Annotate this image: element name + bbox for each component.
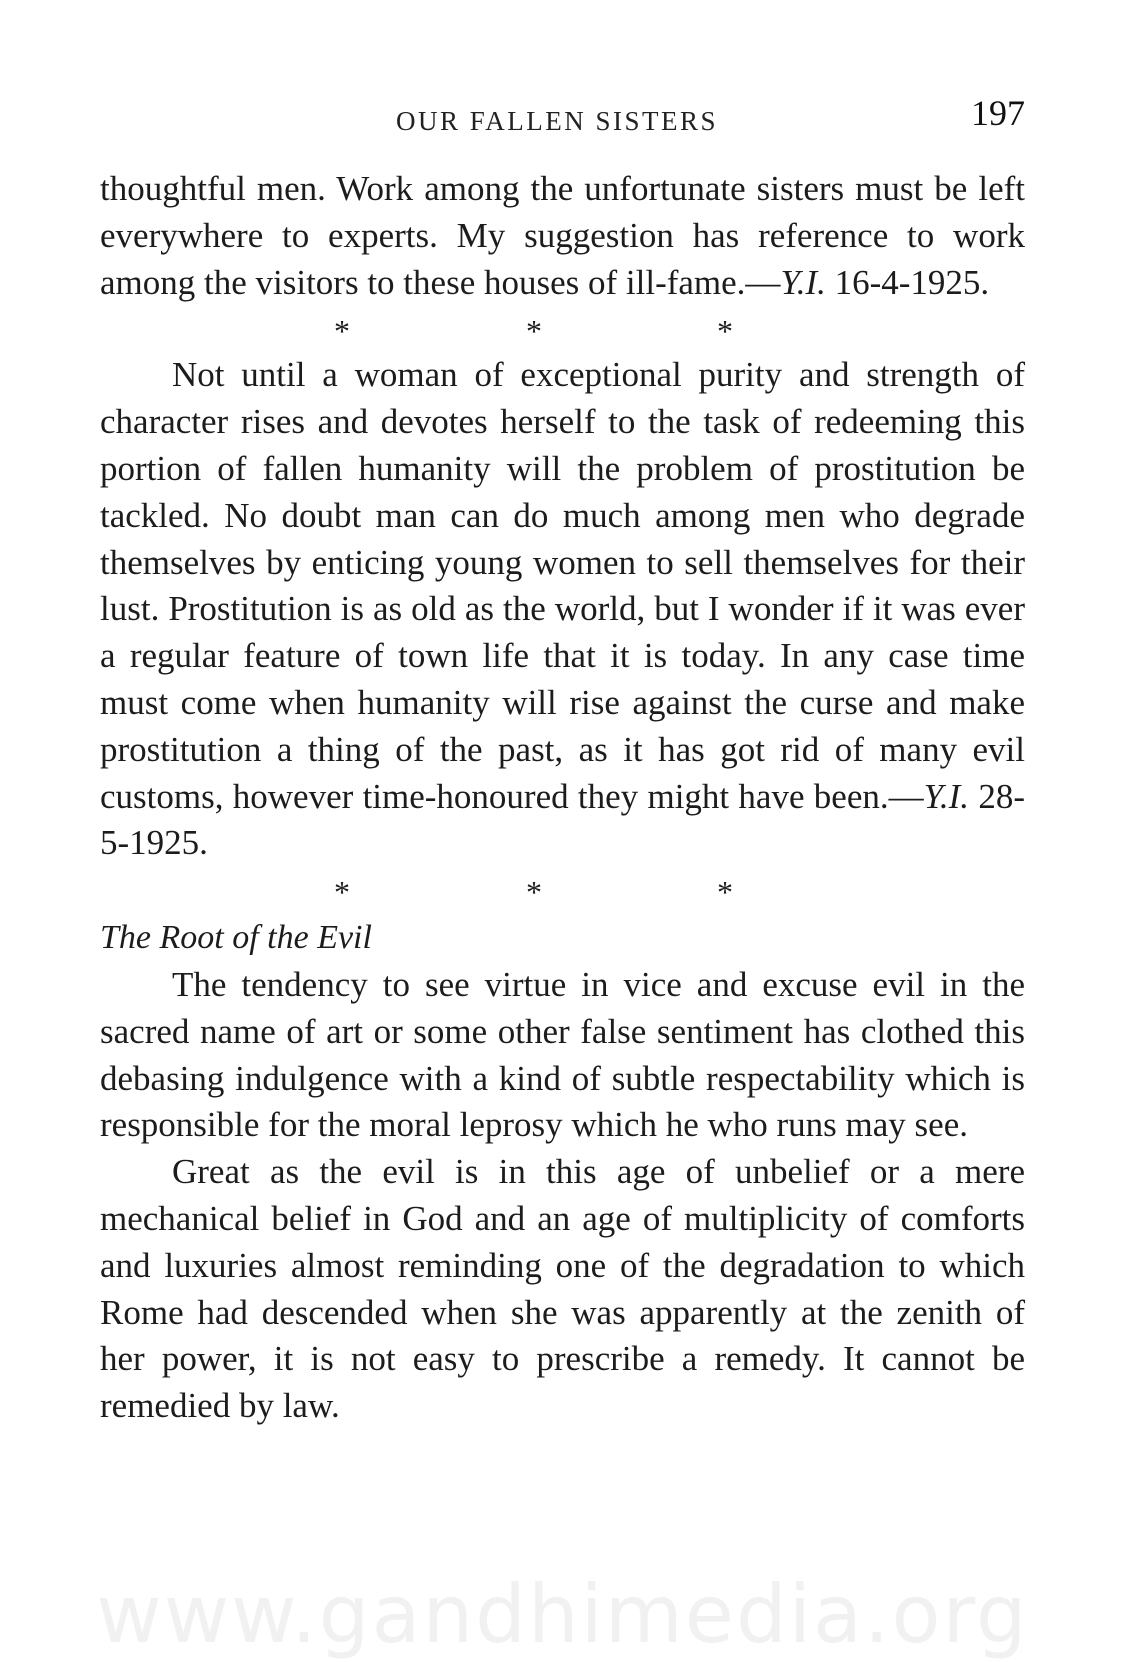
- running-head: OUR FALLEN SISTERS: [396, 106, 719, 136]
- paragraph-text: Not until a woman of exceptional purity and strength of character rises and devotes herself to the task of redeeming this portion of fallen humanity will the problem of prostitution be tackled. No doubt man can do much among men who degrade themselves by enticing young women to sell themselves for their lust. Prostitution is as old as the world, but I wonder if it was ever a regular feature of town life that it is today. In any case time must come when humanity will rise against the curse and make prostitution a thing of the past, as it has got rid of many evil customs, however time-honoured they might have been.—: [100, 355, 1025, 816]
- asterisk-separator: *: [717, 874, 733, 911]
- paragraph: Great as the evil is in this age of unbelief or a mere mechanical belief in God and an age of multiplicity of comforts and luxuries almost reminding one of the degradation to which Rome had descended when she was apparently at the zenith of her power, it is not easy to prescribe a remedy. It cannot be remedied by law.: [100, 1152, 1025, 1426]
- asterisk-separator: *: [526, 313, 542, 350]
- section-heading: The Root of the Evil: [100, 919, 372, 957]
- page-body: [100, 166, 1025, 1430]
- source-date: 28-5-1925.: [100, 776, 1025, 863]
- page-header: [100, 92, 1025, 142]
- paragraph: The tendency to see virtue in vice and excuse evil in the sacred name of art or some other false sentiment has clothed this debasing indulgence with a kind of subtle respectability which is responsible for the moral leprosy which he who runs may see.: [100, 964, 1025, 1145]
- paragraph-text: thoughtful men. Work among the unfortunate sisters must be left everywhere to experts. My suggestion has reference to work among the visitors to these houses of ill-fame.—: [100, 169, 1025, 302]
- asterisk-separator: *: [526, 874, 542, 911]
- asterisk-separator: *: [334, 313, 350, 350]
- section-separator: [100, 306, 1025, 352]
- paragraph-continuation: [100, 166, 1025, 306]
- watermark: www.gandhimedia.org: [96, 1568, 1029, 1661]
- source-date: 16-4-1925.: [825, 262, 990, 302]
- paragraph: [100, 352, 1025, 867]
- asterisk-separator: *: [717, 313, 733, 350]
- source-reference: Y.I.: [923, 776, 970, 816]
- source-reference: Y.I.: [780, 262, 826, 302]
- section-separator: [100, 867, 1025, 913]
- asterisk-separator: *: [334, 874, 350, 911]
- page-number: 197: [971, 93, 1025, 133]
